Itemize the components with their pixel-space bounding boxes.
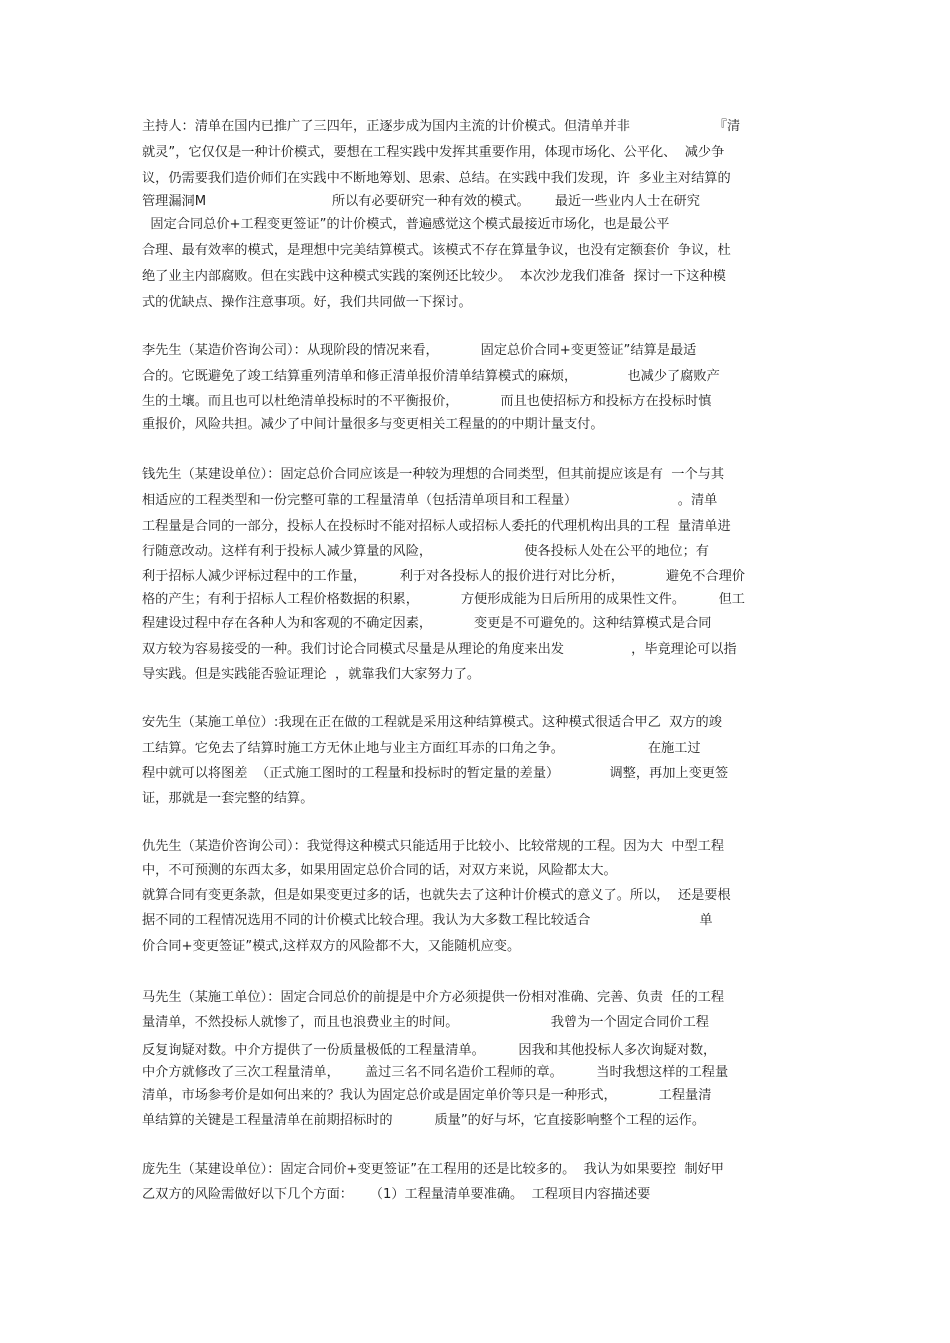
text-line: 中介方就修改了三次工程量清单， 盖过三名不同名造价工程师的章。 当时我想这样的工程量 [142, 1065, 729, 1080]
text-line: 合的。它既避免了竣工结算重列清单和修正清单报价清单结算模式的麻烦， 也减少了腐败产 [142, 369, 720, 384]
text-line: 合理、最有效率的模式，是理想中完美结算模式。该模式不存在算量争议，也没有定额套价 争议，杜 [142, 243, 731, 258]
text-line: 议，仍需要我们造价师们在实践中不断地筹划、思索、总结。在实践中我们发现，许 多业主对结算的 [142, 171, 731, 186]
text-line: 仇先生（某造价咨询公司）：我觉得这种模式只能适用于比较小、比较常规的工程。因为大 中型工程 [142, 839, 725, 854]
text-line: 乙双方的风险需做好以下几个方面： （1）工程量清单要准确。 工程项目内容描述要 [142, 1187, 651, 1202]
text-line: 格的产生；有利于招标人工程价格数据的积累， 方便形成能为日后所用的成果性文件。 但工 [142, 592, 745, 607]
text-line: 双方较为容易接受的一种。我们讨论合同模式尽量是从理论的角度来出发 ，毕竟理论可以指 [142, 642, 737, 657]
text-line: 导实践。但是实践能否验证理论 ，就靠我们大家努力了。 [142, 667, 481, 682]
text-line: 马先生（某施工单位）：固定合同总价的前提是中介方必须提供一份相对准确、完善、负责 任的工程 [142, 990, 725, 1005]
text-line: 程中就可以将图差 （正式施工图时的工程量和投标时的暂定量的差量） 调整，再加上变更签 [142, 766, 729, 781]
text-line: 量清单，不然投标人就惨了，而且也浪费业主的时间。 我曾为一个固定合同价工程 [142, 1015, 709, 1030]
text-line: 钱先生（某建设单位）：固定总价合同应该是一种较为理想的合同类型，但其前提应该是有 一个与其 [142, 467, 725, 482]
text-line: 管理漏洞M 所以有必要研究一种有效的模式。 最近一些业内人士在研究 [142, 194, 700, 209]
text-line: 据不同的工程情况选用不同的计价模式比较合理。我认为大多数工程比较适合 单 [142, 913, 713, 928]
text-line: 单结算的关键是工程量清单在前期招标时的 质量”的好与坏，它直接影响整个工程的运作。 [142, 1113, 706, 1128]
text-line: 李先生（某造价咨询公司）：从现阶段的情况来看， 固定总价合同+变更签证”结算是最适 [142, 343, 697, 358]
text-line: 价合同+变更签证”模式,这样双方的风险都不大，又能随机应变。 [142, 939, 521, 954]
text-line: 清单，市场参考价是如何出来的？我认为固定总价或是固定单价等只是一种形式， 工程量清 [142, 1088, 712, 1103]
text-line: 绝了业主内部腐败。但在实践中这种模式实践的案例还比较少。 本次沙龙我们准备 探讨一下这种模 [142, 269, 726, 284]
text-line: 行随意改动。这样有利于投标人减少算量的风险， 使各投标人处在公平的地位；有 [142, 544, 709, 559]
text-line: 中，不可预测的东西太多，如果用固定总价合同的话，对双方来说，风险都太大。 [142, 863, 617, 878]
text-line: 程建设过程中存在各种人为和客观的不确定因素， 变更是不可避免的。这种结算模式是合同 [142, 616, 712, 631]
text-line: 生的土壤。而且也可以杜绝清单投标时的不平衡报价， 而且也使招标方和投标方在投标时慎 [142, 394, 712, 409]
text-line: 工结算。它免去了结算时施工方无休止地与业主方面红耳赤的口角之争。 在施工过 [142, 741, 701, 756]
text-line: 安先生（某施工单位）:我现在正在做的工程就是采用这种结算模式。这种模式很适合甲乙 双方的竣 [142, 715, 722, 730]
text-line: 式的优缺点、操作注意事项。好，我们共同做一下探讨。 [142, 295, 472, 310]
text-line: 就灵”，它仅仅是一种计价模式，要想在工程实践中发挥其重要作用，体现市场化、公平化、 减少争 [142, 145, 725, 160]
text-line: 就算合同有变更条款，但是如果变更过多的话，也就失去了这种计价模式的意义了。所以， 还是要根 [142, 888, 731, 903]
text-line: 相适应的工程类型和一份完整可靠的工程量清单（包括清单项目和工程量） 。清单 [142, 493, 718, 508]
text-line: 主持人：清单在国内已推广了三四年，正逐步成为国内主流的计价模式。但清单并非 『清 [142, 119, 741, 134]
text-line: 利于招标人减少评标过程中的工作量， 利于对各投标人的报价进行对比分析， 避免不合理价 [142, 569, 745, 584]
text-line: 固定合同总价+工程变更签证”的计价模式，普遍感觉这个模式最接近市场化，也是最公平 [142, 217, 670, 232]
text-line: 重报价，风险共担。减少了中间计量很多与变更相关工程量的的中期计量支付。 [142, 417, 604, 432]
text-line: 证，那就是一套完整的结算。 [142, 791, 314, 806]
text-line: 反复询疑对数。中介方提供了一份质量极低的工程量清单。 因我和其他投标人多次询疑对数， [142, 1043, 717, 1058]
text-line: 工程量是合同的一部分，投标人在投标时不能对招标人或招标人委托的代理机构出具的工程 量清单进 [142, 519, 731, 534]
text-line: 庞先生（某建设单位）：固定合同价+变更签证”在工程用的还是比较多的。 我认为如果要控 制好甲 [142, 1162, 724, 1177]
